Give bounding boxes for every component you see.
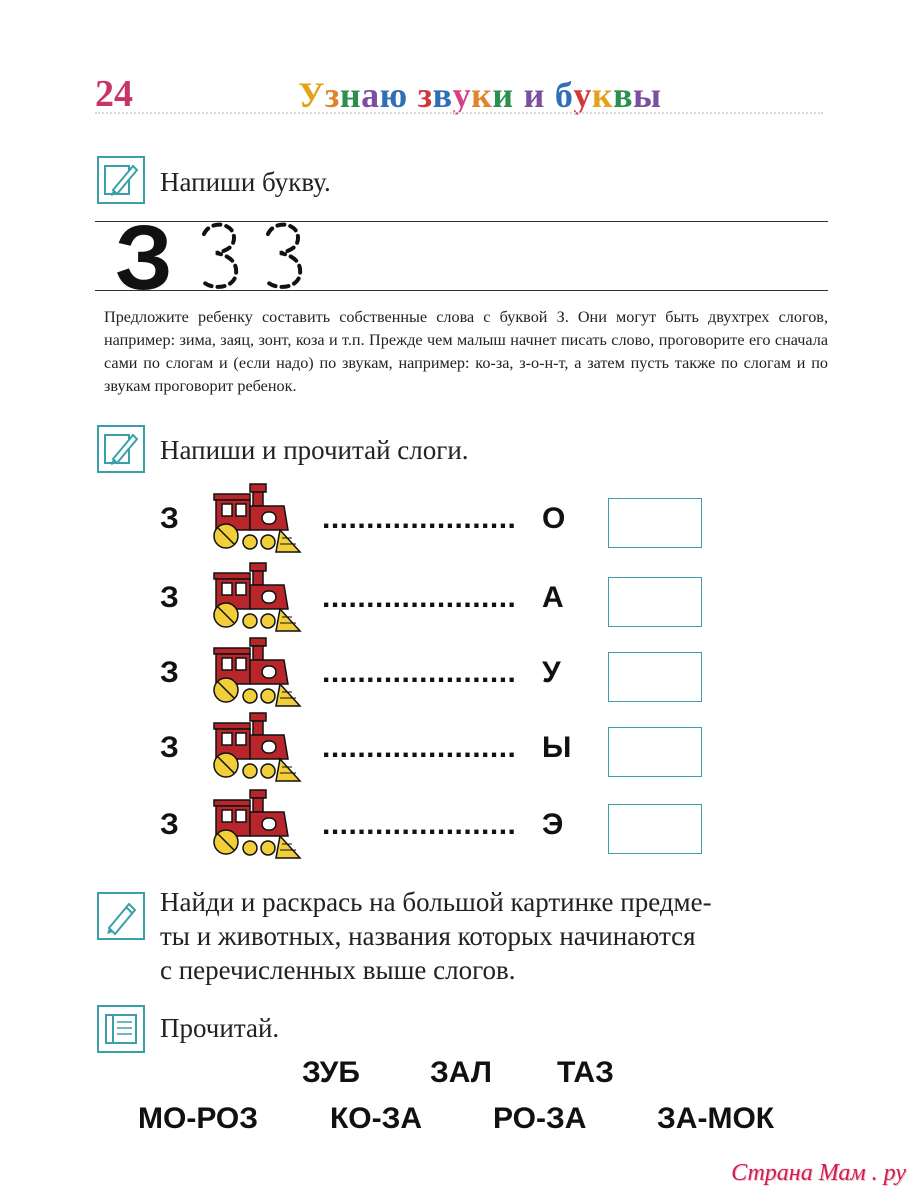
parent-instruction: Предложите ребенку составить собственные слова с буквой З. Они могут быть двухтрех слогов, например: зима, заяц, зонт, коза и т.п. Прежде чем малыш начнет писать слово, проговорите его сначала сами по слогам и (если надо) по звукам, например: ко-за, з-о-н-т, а затем пусть также по слогам и по звукам проговорит ребенок. [104, 308, 828, 395]
title-letter: ы [633, 75, 662, 115]
row-start-letter: З [160, 731, 179, 764]
pencil-paper-icon [97, 425, 145, 473]
row-end-letter: А [542, 581, 564, 614]
train-icon [210, 561, 302, 638]
answer-box[interactable] [608, 652, 702, 702]
pencil-paper-icon [97, 156, 145, 204]
word-ro-za: РО-ЗА [493, 1102, 587, 1135]
title-letter: У [298, 75, 325, 115]
task1-text: Напиши букву. [160, 167, 331, 197]
word-mo-roz: МО-РОЗ [138, 1102, 259, 1135]
title-letter: у [452, 75, 472, 115]
row-start-letter: З [160, 808, 179, 841]
title-letter: к [591, 75, 614, 115]
answer-box[interactable] [608, 577, 702, 627]
header-divider [95, 112, 823, 114]
task3-line-3: с перечисленных выше слогов. [160, 955, 516, 985]
traceable-letters [196, 218, 316, 294]
row-dots: ...................... [322, 581, 517, 614]
title-letter: б [554, 75, 574, 115]
row-end-letter: У [542, 656, 561, 689]
word-ko-za: КО-ЗА [330, 1102, 423, 1135]
title-letter: з [417, 75, 433, 115]
row-start-letter: З [160, 656, 179, 689]
book-icon [97, 1005, 145, 1053]
word-zal: ЗАЛ [430, 1056, 492, 1089]
row-end-letter: Ы [542, 731, 572, 764]
answer-box[interactable] [608, 727, 702, 777]
row-dots: ...................... [322, 808, 517, 841]
title-letter: к [471, 75, 493, 115]
title-letter: и [523, 75, 545, 115]
train-icon [210, 636, 302, 713]
task3-line-2: ты и животных, названия которых начинаются [160, 921, 696, 951]
word-taz: ТАЗ [557, 1056, 614, 1089]
train-icon [210, 711, 302, 788]
title-letter: в [613, 75, 634, 115]
title-letter: в [432, 75, 453, 115]
title-letter: з [324, 75, 340, 115]
train-icon [210, 482, 302, 559]
row-dots: ...................... [322, 656, 517, 689]
title-letter: н [339, 75, 362, 115]
page-title [298, 74, 662, 116]
word-zub: ЗУБ [302, 1056, 360, 1089]
row-end-letter: О [542, 502, 566, 535]
row-end-letter: Э [542, 808, 564, 841]
task4-text: Прочитай. [160, 1013, 280, 1043]
row-start-letter: З [160, 502, 179, 535]
task2-text: Напиши и прочитай слоги. [160, 435, 469, 465]
train-icon [210, 788, 302, 865]
title-letter: а [361, 75, 380, 115]
word-za-mok: ЗА-МОК [657, 1102, 775, 1135]
sample-letter: З [115, 207, 173, 309]
answer-box[interactable] [608, 804, 702, 854]
row-dots: ...................... [322, 502, 517, 535]
row-start-letter: З [160, 581, 179, 614]
page-number: 24 [95, 73, 133, 115]
answer-box[interactable] [608, 498, 702, 548]
title-letter: у [573, 75, 592, 115]
task3-line-1: Найди и раскрась на большой картинке предме- [160, 887, 712, 917]
title-letter: ю [379, 75, 408, 115]
title-letter: и [492, 75, 514, 115]
row-dots: ...................... [322, 731, 517, 764]
pencil-icon [97, 892, 145, 940]
watermark: Страна Мам . ру [731, 1160, 906, 1186]
